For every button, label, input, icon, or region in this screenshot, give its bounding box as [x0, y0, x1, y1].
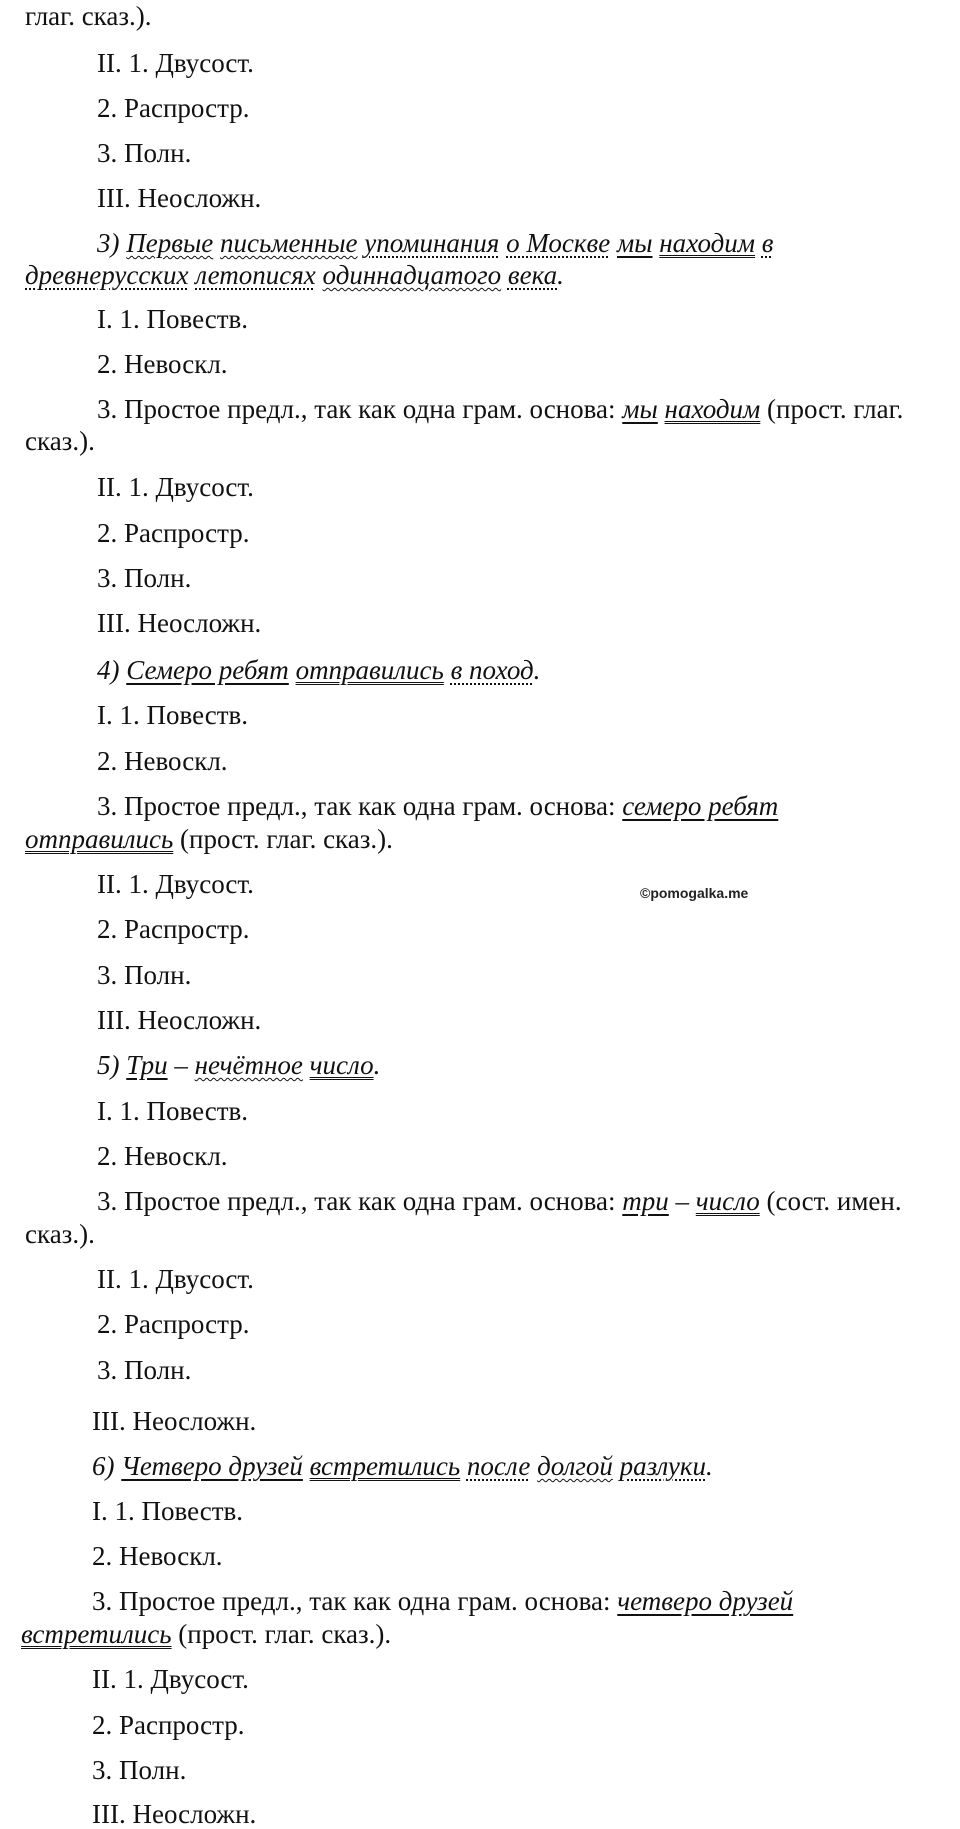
dash: –	[174, 1050, 188, 1080]
analysis-line: I. 1. Повеств.	[97, 304, 249, 334]
analysis-line: 2. Невоскл.	[92, 1541, 223, 1571]
word-object: о Москве	[506, 228, 611, 258]
sentence-6-line	[92, 1451, 713, 1481]
analysis-line: 2. Распростр.	[92, 1710, 245, 1740]
word-definition: нечётное	[194, 1050, 303, 1080]
analysis-line: 2. Невоскл.	[97, 1141, 228, 1171]
sentence-3-line-1	[97, 228, 774, 258]
sentence-dot: .	[706, 1451, 713, 1481]
basis-type: (сост. имен.	[766, 1186, 902, 1216]
word-definition: Первые	[126, 228, 214, 258]
word-subject: мы	[617, 228, 653, 258]
sentence-dot: .	[373, 1050, 381, 1080]
basis-predicate: отправились	[25, 824, 174, 854]
analysis-line: 2. Распростр.	[97, 93, 250, 123]
basis-predicate: число	[695, 1186, 760, 1216]
sentence-dot: .	[533, 655, 541, 685]
analysis-line: II. 1. Двусост.	[97, 472, 254, 502]
watermark: ©pomogalka.me	[640, 885, 749, 901]
analysis-line: сказ.).	[25, 1219, 95, 1249]
word-predicate: встретились	[309, 1451, 461, 1481]
sentence-number: 6)	[92, 1451, 115, 1481]
analysis-line: III. Неосложн.	[92, 1406, 257, 1436]
dash: –	[675, 1186, 690, 1216]
word-circumstance: летописях	[195, 260, 316, 290]
analysis-line: 2. Распростр.	[97, 914, 250, 944]
analysis-line-basis	[97, 791, 778, 821]
basis-type: (прост. глаг. сказ.).	[180, 824, 393, 854]
word-circumstance: древнерусских	[25, 260, 189, 290]
word-circumstance: в	[761, 228, 774, 258]
analysis-line: 2. Невоскл.	[97, 746, 228, 776]
basis-subject: семеро ребят	[622, 791, 779, 821]
sentence-5-line	[97, 1050, 380, 1080]
basis-predicate: встретились	[21, 1619, 172, 1649]
sentence-number: 4)	[97, 655, 120, 685]
analysis-line: II. 1. Двусост.	[97, 869, 254, 899]
basis-text: 3. Простое предл., так как одна грам. основа:	[97, 791, 616, 821]
sentence-number: 5)	[97, 1050, 120, 1080]
analysis-line: II. 1. Двусост.	[97, 48, 254, 78]
word-definition: долгой	[537, 1451, 613, 1481]
analysis-line: III. Неосложн.	[97, 1005, 262, 1035]
word-circumstance: после	[466, 1451, 531, 1481]
analysis-line-basis-cont	[25, 824, 393, 854]
sentence-number: 3)	[97, 228, 120, 258]
analysis-line-basis-cont	[21, 1619, 391, 1649]
basis-text: 3. Простое предл., так как одна грам. основа:	[92, 1586, 611, 1616]
analysis-line: III. Неосложн.	[92, 1799, 257, 1829]
analysis-line-basis	[92, 1586, 793, 1616]
analysis-line-basis	[97, 1186, 902, 1216]
sentence-3-line-2	[25, 260, 564, 290]
analysis-line: III. Неосложн.	[97, 183, 262, 213]
word-predicate: отправились	[295, 655, 444, 685]
analysis-line: 3. Полн.	[92, 1755, 187, 1785]
word-definition: письменные	[219, 228, 358, 258]
analysis-line: 3. Полн.	[97, 960, 192, 990]
basis-subject: четверо друзей	[617, 1586, 794, 1616]
analysis-line: I. 1. Повеств.	[97, 1096, 249, 1126]
word-subject: Четверо друзей	[121, 1451, 303, 1481]
sentence-4-line	[97, 655, 540, 685]
word-predicate: число	[309, 1050, 374, 1080]
analysis-line: I. 1. Повеств.	[92, 1496, 244, 1526]
basis-subject: мы	[622, 394, 658, 424]
basis-type: (прост. глаг. сказ.).	[178, 1619, 392, 1649]
word-object: века	[507, 260, 558, 290]
analysis-line: II. 1. Двусост.	[92, 1664, 249, 1694]
basis-predicate: находим	[664, 394, 761, 424]
basis-type: (прост. глаг.	[767, 394, 904, 424]
analysis-line: сказ.).	[25, 426, 95, 456]
analysis-line: 3. Полн.	[97, 138, 192, 168]
word-definition: одиннадцатого	[322, 260, 502, 290]
analysis-line: III. Неосложн.	[97, 608, 262, 638]
analysis-line-basis	[97, 394, 903, 424]
word-predicate: находим	[659, 228, 756, 258]
basis-text: 3. Простое предл., так как одна грам. основа:	[97, 1186, 616, 1216]
word-object: упоминания	[364, 228, 500, 258]
word-subject: Три	[126, 1050, 168, 1080]
analysis-line: II. 1. Двусост.	[97, 1264, 254, 1294]
analysis-line: 2. Распростр.	[97, 1309, 250, 1339]
analysis-line: 2. Распростр.	[97, 518, 250, 548]
text-line: глаг. сказ.).	[25, 1, 152, 31]
analysis-line: 3. Полн.	[97, 1355, 192, 1385]
word-object: разлуки	[619, 1451, 707, 1481]
basis-subject: три	[622, 1186, 669, 1216]
word-subject: Семеро ребят	[126, 655, 289, 685]
word-circumstance: в поход	[450, 655, 534, 685]
basis-text: 3. Простое предл., так как одна грам. основа:	[97, 394, 616, 424]
sentence-dot: .	[557, 260, 564, 290]
analysis-line: 3. Полн.	[97, 563, 192, 593]
analysis-line: I. 1. Повеств.	[97, 700, 249, 730]
analysis-line: 2. Невоскл.	[97, 349, 228, 379]
